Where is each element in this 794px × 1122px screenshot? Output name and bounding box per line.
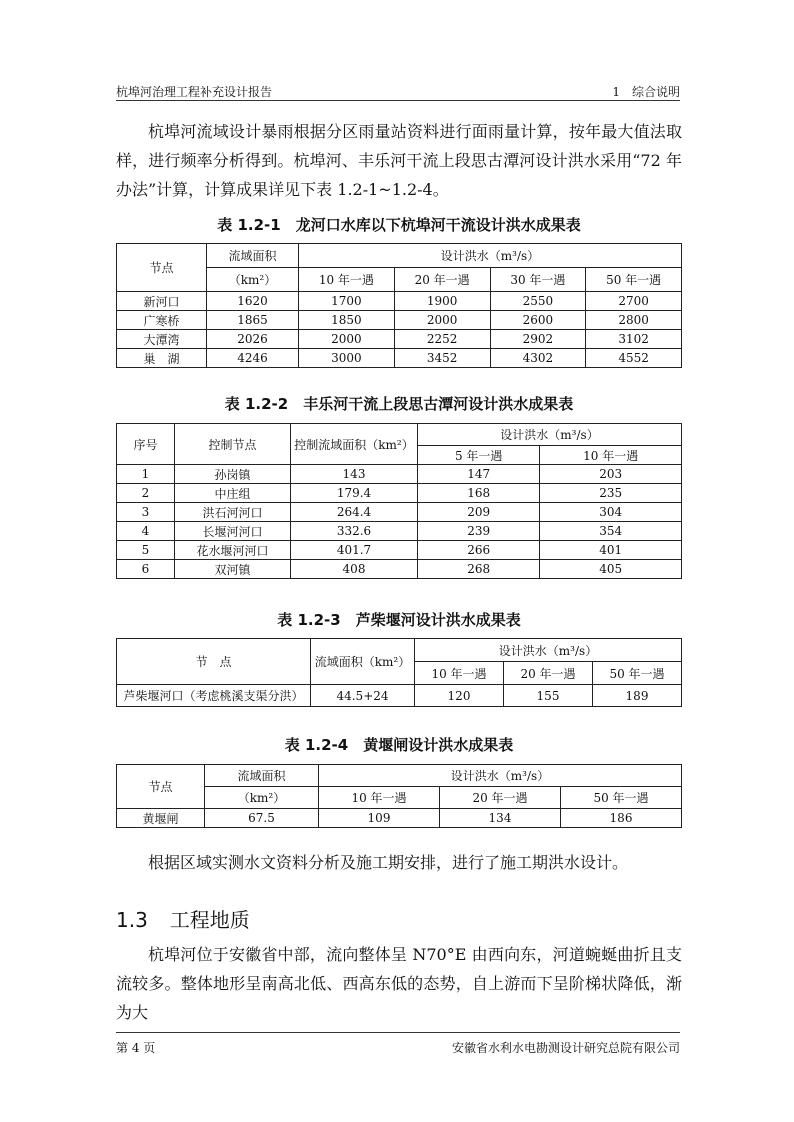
footer-organization: 安徽省水利水电勘测设计研究总院有限公司 <box>451 1041 680 1055</box>
table1-period: 20 年一遇 <box>394 268 490 292</box>
table4-header-area: 流域面积 <box>205 765 319 787</box>
section-heading <box>116 904 272 933</box>
table-cell: 3 <box>117 503 175 522</box>
table-cell: 155 <box>504 685 593 707</box>
table-cell: 3452 <box>394 349 490 368</box>
table-cell: 广寒桥 <box>117 311 207 330</box>
table-cell: 2026 <box>207 330 299 349</box>
table2 <box>116 423 682 579</box>
table-cell: 2800 <box>586 311 682 330</box>
table-cell: 67.5 <box>205 809 319 828</box>
table-row <box>117 465 682 484</box>
table-cell: 1700 <box>299 292 395 311</box>
table-cell: 304 <box>540 503 682 522</box>
table-cell: 109 <box>319 809 440 828</box>
table-cell: 长堰河河口 <box>175 522 291 541</box>
table-cell: 2700 <box>586 292 682 311</box>
table4-header-node: 节点 <box>117 765 205 809</box>
table-cell: 2 <box>117 484 175 503</box>
table-cell: 4 <box>117 522 175 541</box>
table-cell: 2000 <box>299 330 395 349</box>
table-cell: 264.4 <box>291 503 418 522</box>
table3-caption: 表 1.2-3 芦柴堰河设计洪水成果表 <box>277 611 521 629</box>
table3-header-node: 节 点 <box>117 639 311 685</box>
table-cell: 332.6 <box>291 522 418 541</box>
table-row <box>117 541 682 560</box>
table3-header-flood: 设计洪水（m³/s） <box>415 639 682 662</box>
construction-flood-paragraph <box>116 848 682 877</box>
table-cell: 花水堰河河口 <box>175 541 291 560</box>
table-cell: 3102 <box>586 330 682 349</box>
table1-period: 10 年一遇 <box>299 268 395 292</box>
table-cell: 268 <box>418 560 540 579</box>
table1-caption: 表 1.2-1 龙河口水库以下杭埠河干流设计洪水成果表 <box>217 216 581 234</box>
header-title: 杭埠河治理工程补充设计报告 <box>116 85 273 99</box>
table-cell: 239 <box>418 522 540 541</box>
table-row <box>117 311 682 330</box>
table-cell: 双河镇 <box>175 560 291 579</box>
table-cell: 洪石河河口 <box>175 503 291 522</box>
table-cell: 266 <box>418 541 540 560</box>
page-footer <box>116 1032 680 1055</box>
table-cell: 408 <box>291 560 418 579</box>
table2-period: 10 年一遇 <box>540 446 682 465</box>
table2-caption: 表 1.2-2 丰乐河干流上段思古潭河设计洪水成果表 <box>224 395 574 413</box>
table-row <box>117 503 682 522</box>
table2-header-area: 控制流域面积（km²） <box>291 424 418 465</box>
table-cell: 2600 <box>490 311 586 330</box>
table-cell: 2252 <box>394 330 490 349</box>
table-cell: 芦柴堰河口（考虑桃溪支渠分洪） <box>117 685 311 707</box>
table3-period: 10 年一遇 <box>415 662 504 685</box>
table-cell: 4552 <box>586 349 682 368</box>
table-cell: 1900 <box>394 292 490 311</box>
table1-header-node: 节点 <box>117 244 207 292</box>
table-cell: 黄堰闸 <box>117 809 205 828</box>
construction-flood-text: 根据区域实测水文资料分析及施工期安排，进行了施工期洪水设计。 <box>148 853 629 872</box>
table-cell: 大潭湾 <box>117 330 207 349</box>
table3-header-area: 流域面积（km²） <box>311 639 415 685</box>
table-row <box>117 809 682 828</box>
page-number: 第 4 页 <box>116 1041 156 1055</box>
table-cell: 401.7 <box>291 541 418 560</box>
table-cell: 4246 <box>207 349 299 368</box>
table-cell: 235 <box>540 484 682 503</box>
table3-period: 50 年一遇 <box>593 662 682 685</box>
table-cell: 1850 <box>299 311 395 330</box>
table1-period: 50 年一遇 <box>586 268 682 292</box>
table-cell: 中庄组 <box>175 484 291 503</box>
table-cell: 209 <box>418 503 540 522</box>
table2-header-no: 序号 <box>117 424 175 465</box>
table4-period: 20 年一遇 <box>440 787 561 809</box>
table-cell: 120 <box>415 685 504 707</box>
table-cell: 143 <box>291 465 418 484</box>
section-number: 1.3 <box>116 908 148 932</box>
table3 <box>116 638 682 707</box>
table4-header-area-unit: （km²） <box>205 787 319 809</box>
table-cell: 4302 <box>490 349 586 368</box>
table-cell: 孙岗镇 <box>175 465 291 484</box>
table-row <box>117 349 682 368</box>
table-row <box>117 484 682 503</box>
table4-period: 50 年一遇 <box>561 787 682 809</box>
table-cell: 44.5+24 <box>311 685 415 707</box>
table-cell: 2550 <box>490 292 586 311</box>
table-cell: 1 <box>117 465 175 484</box>
table4-caption: 表 1.2-4 黄堰闸设计洪水成果表 <box>284 736 514 754</box>
table-cell: 巢 湖 <box>117 349 207 368</box>
table1-header-area: 流域面积 <box>207 244 299 268</box>
table-row <box>117 330 682 349</box>
table-cell: 401 <box>540 541 682 560</box>
table-cell: 147 <box>418 465 540 484</box>
table-cell: 6 <box>117 560 175 579</box>
table4-period: 10 年一遇 <box>319 787 440 809</box>
table-row <box>117 292 682 311</box>
table2-header-node: 控制节点 <box>175 424 291 465</box>
table-row <box>117 685 682 707</box>
table-cell: 2000 <box>394 311 490 330</box>
table-cell: 189 <box>593 685 682 707</box>
section-title: 工程地质 <box>169 908 250 932</box>
geology-paragraph <box>116 940 682 1027</box>
header-chapter: 1 综合说明 <box>612 85 680 99</box>
table-cell: 405 <box>540 560 682 579</box>
intro-text: 杭埠河流域设计暴雨根据分区雨量站资料进行面雨量计算，按年最大值法取样，进行频率分析得到。杭埠河、丰乐河干流上段思古潭河设计洪水采用“72 年办法”计算，计算成果详见下表 1.2-1~1.2-4。 <box>116 122 682 199</box>
table1-header-flood: 设计洪水（m³/s） <box>299 244 682 268</box>
table-cell: 203 <box>540 465 682 484</box>
table-cell: 2902 <box>490 330 586 349</box>
table-cell: 1865 <box>207 311 299 330</box>
table1-header-area-unit: （km²） <box>207 268 299 292</box>
table2-period: 5 年一遇 <box>418 446 540 465</box>
table-cell: 186 <box>561 809 682 828</box>
table1-period: 30 年一遇 <box>490 268 586 292</box>
table-row <box>117 560 682 579</box>
intro-paragraph <box>116 117 682 204</box>
table4-header-flood: 设计洪水（m³/s） <box>319 765 682 787</box>
table4 <box>116 764 682 828</box>
table-cell: 新河口 <box>117 292 207 311</box>
table-cell: 1620 <box>207 292 299 311</box>
table-cell: 168 <box>418 484 540 503</box>
geology-text: 杭埠河位于安徽省中部，流向整体呈 N70°E 由西向东，河道蜿蜒曲折且支流较多。整体地形呈南高北低、西高东低的态势，自上游而下呈阶梯状降低，渐为大 <box>116 945 682 1022</box>
table-cell: 179.4 <box>291 484 418 503</box>
table-cell: 134 <box>440 809 561 828</box>
table-cell: 3000 <box>299 349 395 368</box>
table2-header-flood: 设计洪水（m³/s） <box>418 424 682 446</box>
page-header <box>116 80 680 101</box>
table-row <box>117 522 682 541</box>
table3-period: 20 年一遇 <box>504 662 593 685</box>
table-cell: 354 <box>540 522 682 541</box>
table-cell: 5 <box>117 541 175 560</box>
table1 <box>116 243 682 368</box>
